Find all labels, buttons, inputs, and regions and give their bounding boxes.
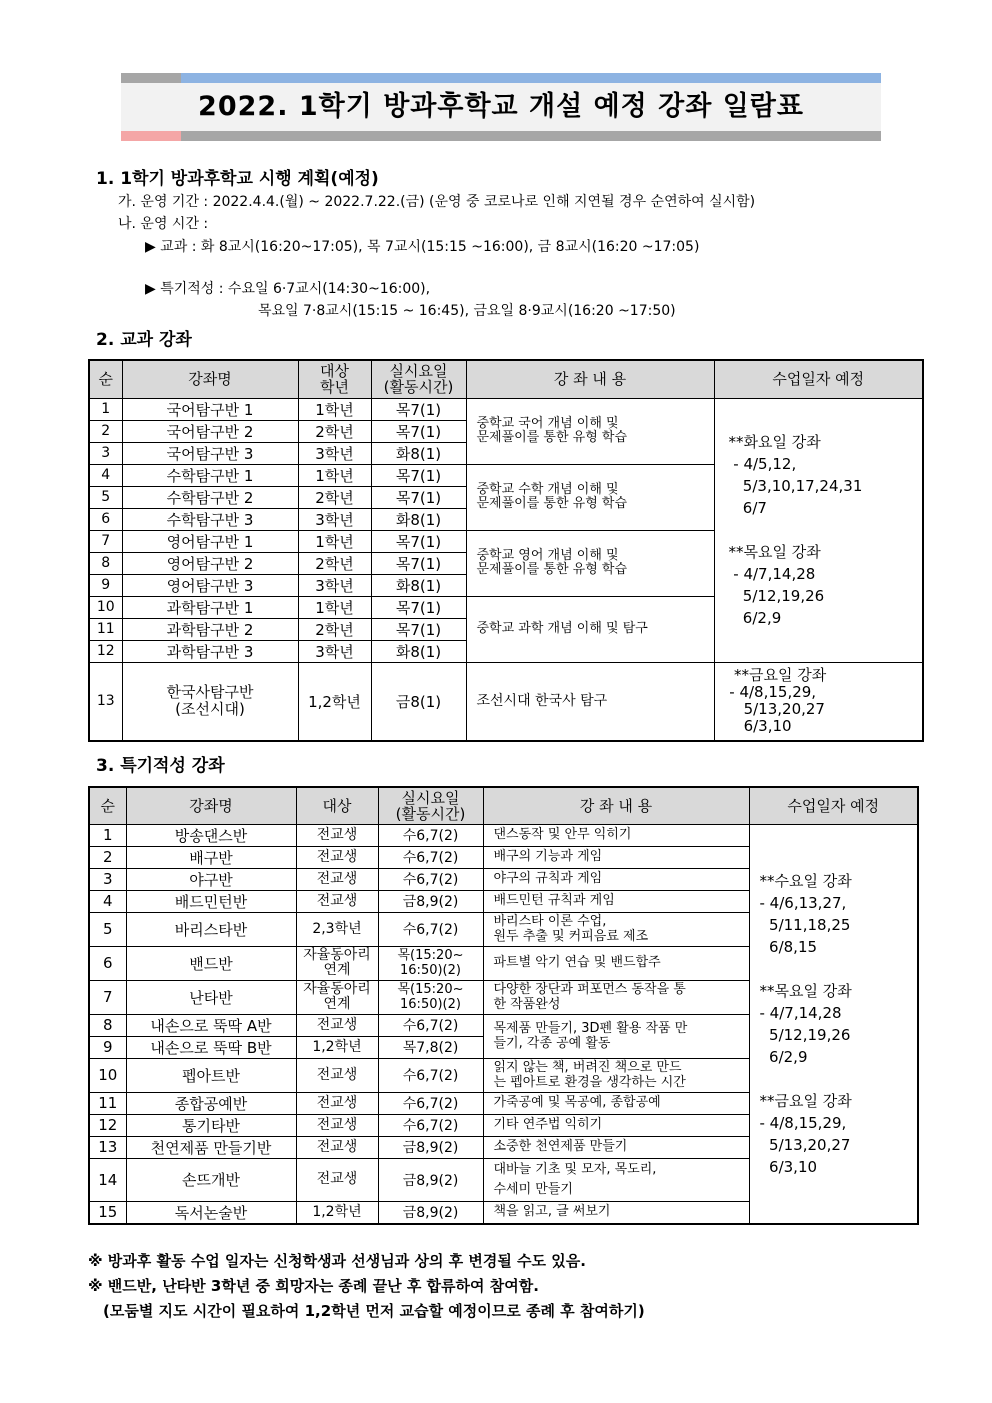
row-no: 6 [89,508,122,530]
section2-heading: 2. 교과 강좌 [96,330,192,350]
banner-stripe [181,131,881,141]
row-no: 11 [89,1092,126,1114]
course-name: 과학탐구반 2 [122,618,298,640]
course-name: 종합공예반 [126,1092,296,1114]
course-name: 내손으로 뚝딱 B반 [126,1036,296,1058]
banner-stripe [121,73,181,83]
class-schedule: **화요일 강좌 - 4/5,12, 5/3,10,17,24,31 6/7 **목요일 강좌 - 4/7,14,28 5/12,19,26 6/2,9 [714,398,923,662]
course-name: 수학탐구반 3 [122,508,298,530]
note-3: (모둠별 지도 시간이 필요하여 1,2학년 먼저 교습할 예정이므로 종례 후 참여하기) [103,1302,645,1320]
class-day: 목7,8(2) [378,1036,483,1058]
special-time-2: 목요일 7·8교시(15:15 ~ 16:45), 금요일 8·9교시(16:20 ~17:50) [258,303,676,319]
section3-heading: 3. 특기적성 강좌 [96,756,225,776]
course-content: 바리스타 이론 수업, 원두 추출 및 커피음료 제조 [483,912,749,946]
target-grade: 1,2학년 [298,662,371,741]
target-grade: 1학년 [298,596,371,618]
target: 전교생 [296,1136,378,1158]
course-name: 수학탐구반 1 [122,464,298,486]
row-no: 5 [89,486,122,508]
course-content: 다양한 장단과 퍼포먼스 동작을 통 한 작품완성 [483,980,749,1014]
target-grade: 3학년 [298,640,371,662]
title-banner [121,73,881,141]
banner-stripe [121,131,181,141]
course-content: 파트별 악기 연습 및 밴드합주 [483,946,749,980]
header-content: 강 좌 내 용 [466,360,714,398]
course-name: 과학탐구반 1 [122,596,298,618]
row-no: 15 [89,1201,126,1224]
class-day: 금8,9(2) [378,1136,483,1158]
header-day: 실시요일 (활동시간) [378,787,483,824]
target: 자율동아리 연계 [296,980,378,1014]
row-no: 1 [89,824,126,846]
class-day: 수6,7(2) [378,824,483,846]
class-day: 목(15:20~ 16:50)(2) [378,980,483,1014]
course-name: 펩아트반 [126,1058,296,1092]
class-day: 금8,9(2) [378,1158,483,1201]
class-day: 수6,7(2) [378,1092,483,1114]
target: 자율동아리 연계 [296,946,378,980]
target: 1,2학년 [296,1036,378,1058]
course-name: 독서논술반 [126,1201,296,1224]
header-day: 실시요일 (활동시간) [371,360,466,398]
row-no: 7 [89,530,122,552]
header-schedule: 수업일자 예정 [749,787,918,824]
target: 전교생 [296,1014,378,1036]
header-name: 강좌명 [122,360,298,398]
header-schedule: 수업일자 예정 [714,360,923,398]
course-name: 국어탐구반 2 [122,420,298,442]
class-day: 수6,7(2) [378,868,483,890]
course-name: 한국사탐구반 (조선시대) [122,662,298,741]
course-content: 중학교 국어 개념 이해 및 문제풀이를 통한 유형 학습 [466,398,714,464]
course-name: 난타반 [126,980,296,1014]
class-day: 목7(1) [371,486,466,508]
course-name: 배드민턴반 [126,890,296,912]
course-content: 중학교 수학 개념 이해 및 문제풀이를 통한 유형 학습 [466,464,714,530]
header-content: 강 좌 내 용 [483,787,749,824]
special-course-table [88,786,919,1225]
target: 1,2학년 [296,1201,378,1224]
subject-time: ▶ 교과 : 화 8교시(16:20~17:05), 목 7교시(15:15 ~16:00), 금 8교시(16:20 ~17:05) [145,239,700,255]
header-no: 순 [89,360,122,398]
class-schedule: **금요일 강좌 - 4/8,15,29, 5/13,20,27 6/3,10 [714,662,923,741]
target-grade: 3학년 [298,442,371,464]
target-grade: 1학년 [298,464,371,486]
table-row [89,398,923,420]
course-name: 천연제품 만들기반 [126,1136,296,1158]
row-no: 1 [89,398,122,420]
banner-stripe [181,73,881,83]
class-day: 금8,9(2) [378,1201,483,1224]
header-no: 순 [89,787,126,824]
special-time-1: ▶ 특기적성 : 수요일 6·7교시(14:30~16:00), [145,281,431,297]
header-name: 강좌명 [126,787,296,824]
target-grade: 2학년 [298,618,371,640]
target-grade: 2학년 [298,552,371,574]
row-no: 10 [89,1058,126,1092]
target-grade: 3학년 [298,574,371,596]
class-schedule: **수요일 강좌 - 4/6,13,27, 5/11,18,25 6/8,15 **목요일 강좌 - 4/7,14,28 5/12,19,26 6/2,9 **금요일 강좌 - 4/8,15,29, 5/13,20,27 6/3,10 [749,824,918,1224]
course-name: 방송댄스반 [126,824,296,846]
target: 전교생 [296,1092,378,1114]
target: 전교생 [296,890,378,912]
row-no: 13 [89,662,122,741]
course-content: 중학교 과학 개념 이해 및 탐구 [466,596,714,662]
class-day: 목7(1) [371,420,466,442]
course-content: 야구의 규칙과 게임 [483,868,749,890]
course-content: 책을 읽고, 글 써보기 [483,1201,749,1224]
course-name: 영어탐구반 2 [122,552,298,574]
target: 전교생 [296,824,378,846]
class-day: 목7(1) [371,398,466,420]
class-day: 화8(1) [371,640,466,662]
course-name: 수학탐구반 2 [122,486,298,508]
course-content: 소중한 천연제품 만들기 [483,1136,749,1158]
class-day: 금8(1) [371,662,466,741]
subject-course-table [88,359,924,742]
row-no: 7 [89,980,126,1014]
course-name: 국어탐구반 3 [122,442,298,464]
row-no: 3 [89,442,122,464]
course-content: 배구의 기능과 게임 [483,846,749,868]
table-row [89,824,918,846]
row-no: 12 [89,1114,126,1136]
target: 전교생 [296,1114,378,1136]
row-no: 9 [89,1036,126,1058]
row-no: 14 [89,1158,126,1201]
course-name: 배구반 [126,846,296,868]
target-grade: 3학년 [298,508,371,530]
class-day: 목7(1) [371,552,466,574]
row-no: 10 [89,596,122,618]
course-content: 대바늘 기초 및 모자, 목도리, 수세미 만들기 [483,1158,749,1201]
target: 전교생 [296,1058,378,1092]
target-grade: 1학년 [298,530,371,552]
class-day: 목7(1) [371,464,466,486]
course-name: 영어탐구반 3 [122,574,298,596]
class-day: 수6,7(2) [378,846,483,868]
table-row [89,662,923,741]
class-day: 화8(1) [371,574,466,596]
class-day: 수6,7(2) [378,1014,483,1036]
course-content: 배드민턴 규칙과 게임 [483,890,749,912]
row-no: 13 [89,1136,126,1158]
row-no: 4 [89,464,122,486]
class-day: 수6,7(2) [378,1058,483,1092]
row-no: 6 [89,946,126,980]
row-no: 4 [89,890,126,912]
class-day: 목(15:20~ 16:50)(2) [378,946,483,980]
target: 전교생 [296,868,378,890]
class-day: 금8,9(2) [378,890,483,912]
target-grade: 1학년 [298,398,371,420]
row-no: 12 [89,640,122,662]
operation-time-label: 나. 운영 시간 : [118,216,209,232]
course-content: 목제품 만들기, 3D펜 활용 작품 만 들기, 각종 공예 활동 [483,1014,749,1058]
row-no: 11 [89,618,122,640]
class-day: 수6,7(2) [378,912,483,946]
operation-period: 가. 운영 기간 : 2022.4.4.(월) ~ 2022.7.22.(금) (운영 중 코로나로 인해 지연될 경우 순연하여 실시함) [118,194,756,210]
course-content: 가죽공예 및 목공예, 종합공예 [483,1092,749,1114]
class-day: 목7(1) [371,618,466,640]
row-no: 5 [89,912,126,946]
course-name: 내손으로 뚝딱 A반 [126,1014,296,1036]
note-2: ※ 밴드반, 난타반 3학년 중 희망자는 종례 끝난 후 합류하여 참여함. [88,1277,539,1295]
course-name: 과학탐구반 3 [122,640,298,662]
section1-heading: 1. 1학기 방과후학교 시행 계획(예정) [96,169,379,189]
course-name: 바리스타반 [126,912,296,946]
page-title: 2022. 1학기 방과후학교 개설 예정 강좌 일람표 [198,91,804,122]
course-name: 야구반 [126,868,296,890]
course-name: 통기타반 [126,1114,296,1136]
course-content: 조선시대 한국사 탐구 [466,662,714,741]
row-no: 8 [89,1014,126,1036]
course-name: 손뜨개반 [126,1158,296,1201]
class-day: 수6,7(2) [378,1114,483,1136]
course-content: 읽지 않는 책, 버려진 책으로 만드 는 펩아트로 환경을 생각하는 시간 [483,1058,749,1092]
course-name: 밴드반 [126,946,296,980]
target-grade: 2학년 [298,420,371,442]
target: 전교생 [296,846,378,868]
target: 전교생 [296,1158,378,1201]
class-day: 화8(1) [371,442,466,464]
course-name: 영어탐구반 1 [122,530,298,552]
note-1: ※ 방과후 활동 수업 일자는 신청학생과 선생님과 상의 후 변경될 수도 있음. [88,1252,586,1270]
course-content: 댄스동작 및 안무 익히기 [483,824,749,846]
course-content: 기타 연주법 익히기 [483,1114,749,1136]
course-name: 국어탐구반 1 [122,398,298,420]
header-target: 대상 [296,787,378,824]
row-no: 9 [89,574,122,596]
class-day: 목7(1) [371,530,466,552]
target: 2,3학년 [296,912,378,946]
class-day: 목7(1) [371,596,466,618]
class-day: 화8(1) [371,508,466,530]
course-content: 중학교 영어 개념 이해 및 문제풀이를 통한 유형 학습 [466,530,714,596]
row-no: 8 [89,552,122,574]
target-grade: 2학년 [298,486,371,508]
row-no: 3 [89,868,126,890]
row-no: 2 [89,846,126,868]
row-no: 2 [89,420,122,442]
header-grade: 대상 학년 [298,360,371,398]
